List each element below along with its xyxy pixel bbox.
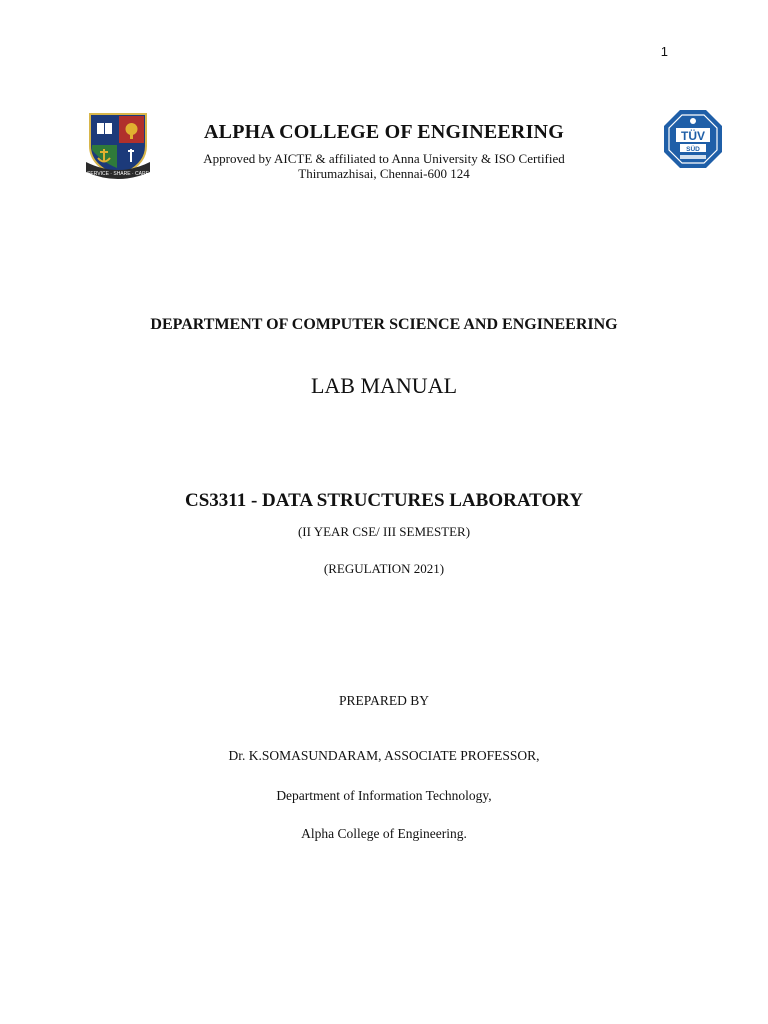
page-number: 1 — [660, 44, 668, 59]
approval-line: Approved by AICTE & affiliated to Anna University & ISO Certified — [203, 151, 565, 166]
svg-text:SERVICE · SHARE · CARE: SERVICE · SHARE · CARE — [87, 171, 149, 177]
course-title: CS3311 - DATA STRUCTURES LABORATORY — [184, 490, 584, 511]
author-department: Department of Information Technology, — [276, 788, 492, 803]
svg-text:SÜD: SÜD — [686, 146, 700, 153]
regulation: (REGULATION 2021) — [323, 561, 445, 576]
svg-text:TÜV: TÜV — [681, 129, 705, 143]
college-name: ALPHA COLLEGE OF ENGINEERING — [204, 121, 564, 143]
prepared-by-label: PREPARED BY — [339, 693, 429, 708]
author-name: Dr. K.SOMASUNDARAM, ASSOCIATE PROFESSOR, — [228, 748, 540, 763]
year-semester: (II YEAR CSE/ III SEMESTER) — [297, 524, 471, 539]
department-title: DEPARTMENT OF COMPUTER SCIENCE AND ENGINEERING — [150, 316, 618, 333]
college-address: Thirumazhisai, Chennai-600 124 — [298, 166, 470, 181]
author-college: Alpha College of Engineering. — [301, 826, 467, 841]
document-type: LAB MANUAL — [310, 373, 458, 398]
